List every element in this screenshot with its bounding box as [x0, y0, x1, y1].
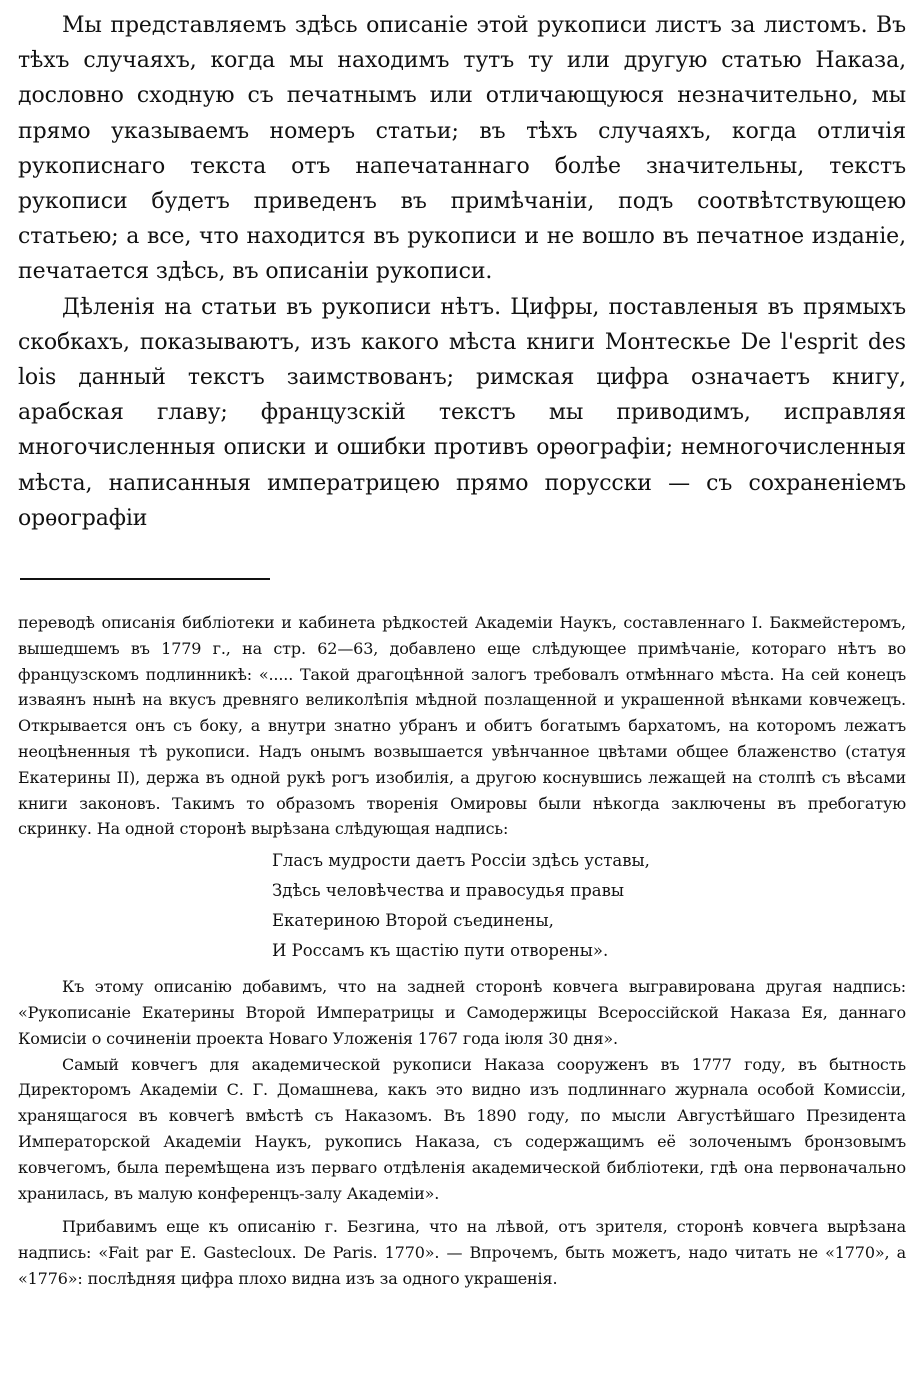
- verse-line: Екатериною Второй съединены,: [272, 911, 554, 931]
- main-paragraph-1: Мы представляемъ здѣсь описаніе этой рукописи листъ за листомъ. Въ тѣхъ случаяхъ, когда мы находимъ тутъ ту или другую статью Наказа, дословно сходную съ печатнымъ или отличающуюся незначительно, мы прямо указываемъ номеръ статьи; въ тѣхъ случаяхъ, когда отличія рукописнаго текста отъ напечатаннаго болѣе значительны, текстъ рукописи будетъ приведенъ въ примѣчаніи, подъ соотвѣтствующею статьею; а все, что находится въ рукописи и не вошло въ печатное изданіе, печатается здѣсь, въ описаніи рукописи.: [18, 13, 906, 285]
- verse-line: И Россамъ къ щастію пути отворены».: [272, 941, 609, 961]
- verse-line: Гласъ мудрости даетъ Россіи здѣсь уставы,: [272, 851, 650, 871]
- page: [18, 8, 906, 1292]
- verse-line: Здѣсь человѣчества и правосудья правы: [272, 881, 625, 901]
- inscription-verse: [272, 846, 906, 966]
- main-text: [18, 8, 906, 536]
- footnote-paragraph-1: переводѣ описанія библіотеки и кабинета рѣдкостей Академіи Наукъ, составленнаго І. Бакмейстеромъ, вышедшемъ въ 1779 г., на стр. 62—63, добавлено еще слѣдующее примѣчаніе, котораго нѣтъ во французскомъ подлинникѣ: «..... Такой драгоцѣнной залогъ требовалъ отмѣннаго мѣста. На сей конецъ изваянъ нынѣ на вкусъ древняго великолѣпія мѣдной позлащенной и украшенной вѣнками ковчежецъ. Открывается онъ съ боку, а внутри знатно убранъ и обитъ богатымъ бархатомъ, на которомъ лежатъ неоцѣненныя тѣ рукописи. Надъ онымъ возвышается увѣнчанное цвѣтами общее блаженство (статуя Екатерины II), держа въ одной рукѣ рогъ изобилія, а другою коснувшись лежащей на столпѣ съ вѣсами книги законовъ. Такимъ то образомъ творенія Омировы были нѣкогда заключены въ пребогатую скринку. На одной сторонѣ вырѣзана слѣдующая надпись:: [18, 613, 906, 839]
- footnote-paragraph-2: Къ этому описанію добавимъ, что на задней сторонѣ ковчега выгравирована другая надпись: «Рукописаніе Екатерины Второй Императрицы и Самодержицы Всероссійской Наказа Ея, даннаго Комисіи о сочиненіи проекта Новаго Уложенія 1767 года іюля 30 дня».: [18, 977, 906, 1048]
- footnote-paragraph-4: Прибавимъ еще къ описанію г. Безгина, что на лѣвой, отъ зрителя, сторонѣ ковчега вырѣзана надпись: «Fait par E. Gastecloux. De Paris. 1770». — Впрочемъ, быть можетъ, надо читать не «1770», а «1776»: послѣдняя цифра плохо видна изъ за одного украшенія.: [18, 1217, 906, 1288]
- footnote-separator: [20, 578, 270, 580]
- main-paragraph-2: Дѣленія на статьи въ рукописи нѣтъ. Цифры, поставленыя въ прямыхъ скобкахъ, показываютъ, изъ какого мѣста книги Монтескье De l'esprit des lois данный текстъ заимствованъ; римская цифра означаетъ книгу, арабская главу; французскій текстъ мы приводимъ, исправляя многочисленныя описки и ошибки противъ орѳографіи; немногочисленныя мѣста, написанныя императрицею прямо порусски — съ сохраненіемъ орѳографіи: [18, 294, 906, 531]
- footnote-paragraph-3: Самый ковчегъ для академической рукописи Наказа сооруженъ въ 1777 году, въ бытность Директоромъ Академіи С. Г. Домашнева, какъ это видно изъ подлиннаго журнала особой Комиссіи, хранящагося въ ковчегѣ вмѣстѣ съ Наказомъ. Въ 1890 году, по мысли Августѣйшаго Президента Императорской Академіи Наукъ, рукопись Наказа, съ содержащимъ её золоченымъ бронзовымъ ковчегомъ, была перемѣщена изъ перваго отдѣленія академической библіотеки, гдѣ она первоначально хранилась, въ малую конференцъ-залу Академіи».: [18, 1054, 906, 1203]
- footnote: [18, 610, 906, 1292]
